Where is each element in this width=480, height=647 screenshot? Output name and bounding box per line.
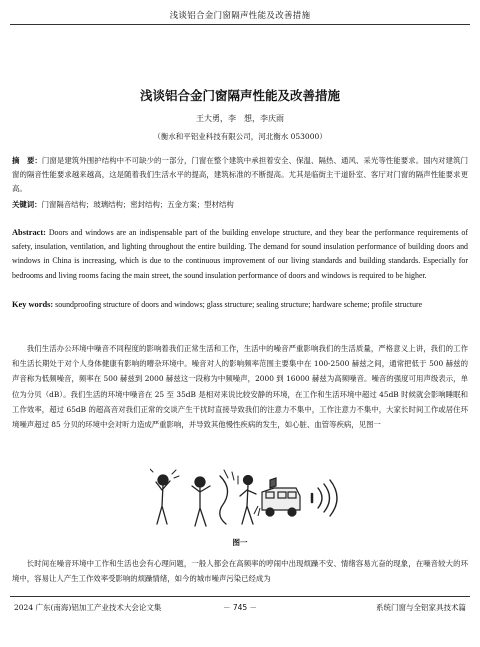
- abstract-en-label: Abstract:: [12, 228, 46, 237]
- keywords-en: [12, 298, 468, 312]
- abstract-en: [12, 226, 468, 283]
- violin-icon: [220, 470, 238, 524]
- abstract-cn-label: 摘 要：: [12, 156, 42, 165]
- figure-caption: 图一: [232, 538, 248, 547]
- author-list: 王大勇，李 想，李庆雨: [196, 114, 284, 123]
- keywords-cn: [12, 198, 468, 212]
- loudspeaker-van-icon: [254, 478, 300, 516]
- footer-rule: [10, 596, 470, 597]
- keywords-cn-label: 关键词：: [12, 200, 42, 209]
- noise-illustration-figure: [150, 466, 350, 530]
- body-paragraph-2: 长时间在噪音环境中工作和生活也会有心理问题，一般人都会在高频率的哼闹中出现烦躁不安、情绪容易亢奋的现象，在噪音较大的环境中，容易让人产生工作效率受影响的烦躁情绪，如今的城市噪声污染已经成为: [12, 559, 468, 584]
- page-number: － 745 －: [222, 603, 258, 612]
- keywords-cn-text: 门窗隔音结构；玻璃结构；密封结构；五金方案；型材结构: [41, 200, 234, 209]
- shouting-person-icon: [192, 477, 210, 526]
- keywords-en-text: soundproofing structure of doors and windows; glass structure; sealing structure; hardware scheme; profile structure: [53, 300, 423, 309]
- running-head: 浅谈铝合金门窗隔声性能及改善措施: [169, 11, 311, 21]
- header-rule: [10, 24, 470, 25]
- musician-icon: [240, 476, 256, 525]
- footer-section: 系统门窗与全铝家具技术篇: [376, 603, 466, 612]
- abstract-cn: [12, 154, 468, 196]
- paper-title: 浅谈铝合金门窗隔声性能及改善措施: [139, 88, 340, 103]
- body-paragraph-1: 我们生活办公环境中噪音不同程度的影响着我们正常生活和工作，生活中的噪音严重影响我们的生活质量，严格意义上讲，我们的工作和生活长期处于对个人身体健康有影响的嘈杂环境中。噪音对人的影响频率范围主要集中在 100-2500 赫兹之间，通常把低于 500 赫兹的声音称为低频噪音，频率在 500 赫兹到 2000 赫兹这一段称为中频噪声，2000 到 16000 赫兹为高频噪音。噪音的强度可用声级表示，单位为分贝（dB）。我们生活的环境中噪音在 25 至 35dB 是相对来说比较安静的环境，在工作和生活环境中超过 45dB 时候就会影响睡眠和工作效率，超过 65dB 的超高音对我们正常的交谈产生干扰时直接导致我们的注意力不集中，工作注意力不集中，大家长时间工作或居住环境噪声超过 85 分贝的环境中会对听力造成严重影响，并导致其他慢性疾病的发生，如心脏、血管等疾病，见图一: [12, 344, 468, 430]
- keywords-en-label: Key words:: [12, 300, 54, 309]
- affiliation: （衡水和平铝业科技有限公司，河北衡水 053000）: [153, 132, 327, 141]
- covering-ears-person-icon: [150, 469, 179, 524]
- abstract-en-text: Doors and windows are an indispensable part of the building envelope structure, and they bear the performance requirements of safety, insulation, ventilation, and lighting throughout the entire building. The demand for sound insulation performance of building doors and windows in China is increasing, which is due to the continuous improvement of our living standards and building standards. Especially for bedrooms and living rooms facing the main street, the sound insulation performance of doors and windows is required to be higher.: [12, 228, 468, 280]
- abstract-cn-text: 门窗是建筑外围护结构中不可缺少的一部分，门窗在整个建筑中承担着安全、保温、隔热、通风、采光等性能要求。国内对建筑门窗的隔音性能要求越来越高，这是随着我们生活水平的提高，建筑标准的不断提高。尤其是临街主干道卧室、客厅对门窗的隔声性能要求更高。: [12, 156, 468, 193]
- sound-waves-icon: [312, 480, 337, 516]
- footer-proceedings: 2024 广东(南海)铝加工产业技术大会论文集: [14, 603, 162, 612]
